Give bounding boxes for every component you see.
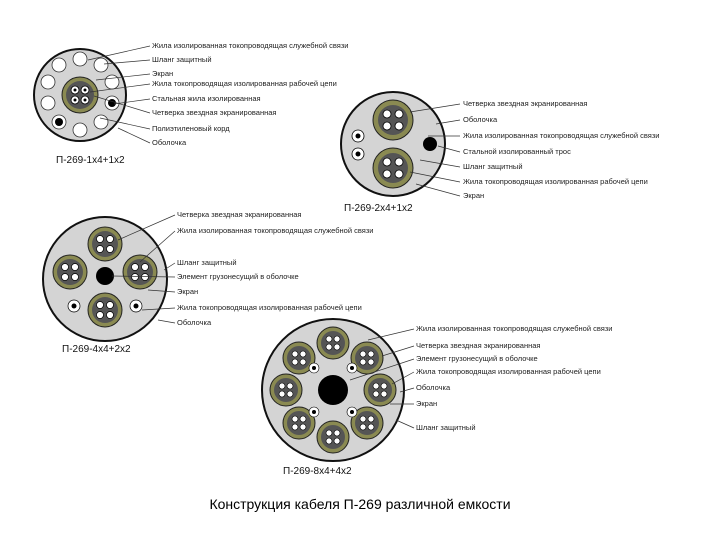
diagram1-label-2: Шланг защитный [152, 55, 212, 64]
diagram3-label-3: Шланг защитный [177, 258, 237, 267]
diagram4-label-2: Четверка звездная экранированная [416, 341, 541, 350]
diagram3-label-1: Четверка звездная экранированная [177, 210, 302, 219]
diagram3-model-label: П-269-4х4+2х2 [62, 344, 131, 355]
diagram1-label-8: Оболочка [152, 138, 187, 147]
diagram1-label-1: Жила изолированная токопроводящая служебной связи [152, 41, 349, 50]
diagram3-label-4: Элемент грузонесущий в оболочке [177, 272, 299, 281]
diagram4-label-3: Элемент грузонесущий в оболочке [416, 354, 538, 363]
diagram1-label-7: Полиэтиленовый корд [152, 124, 230, 133]
diagram2-label-7: Экран [463, 191, 485, 200]
diagram3-label-5: Экран [177, 287, 199, 296]
diagram2-label-5: Шланг защитный [463, 162, 523, 171]
diagram1-label-5: Стальная жила изолированная [152, 94, 261, 103]
diagram2-model-label: П-269-2х4+1х2 [344, 203, 413, 214]
diagram4-label-7: Шланг защитный [416, 423, 476, 432]
diagram3-label-7: Оболочка [177, 318, 212, 327]
diagram1-label-4: Жила токопроводящая изолированная рабочей цепи [152, 79, 337, 88]
diagram4-model-label: П-269-8х4+4х2 [283, 466, 352, 477]
diagram4-label-6: Экран [416, 399, 438, 408]
diagram1-label-3: Экран [152, 69, 174, 78]
diagram2-label-1: Четверка звездная экранированная [463, 99, 588, 108]
diagram3-label-6: Жила токопроводящая изолированная рабочей цепи [177, 303, 362, 312]
diagram4-label-5: Оболочка [416, 383, 451, 392]
diagram1-model-label: П-269-1х4+1х2 [56, 155, 125, 166]
diagram2-label-6: Жила токопроводящая изолированная рабочей цепи [463, 177, 648, 186]
diagram2-label-2: Оболочка [463, 115, 498, 124]
figure-caption: Конструкция кабеля П-269 различной емкости [209, 496, 511, 512]
diagram1-label-6: Четверка звездная экранированная [152, 108, 277, 117]
diagram4-label-4: Жила токопроводящая изолированная рабочей цепи [416, 367, 601, 376]
diagram2-label-3: Жила изолированная токопроводящая служебной связи [463, 131, 660, 140]
diagram4-label-1: Жила изолированная токопроводящая служебной связи [416, 324, 613, 333]
diagram2-label-4: Стальной изолированный трос [463, 147, 571, 156]
diagram3-label-2: Жила изолированная токопроводящая служебной связи [177, 226, 374, 235]
